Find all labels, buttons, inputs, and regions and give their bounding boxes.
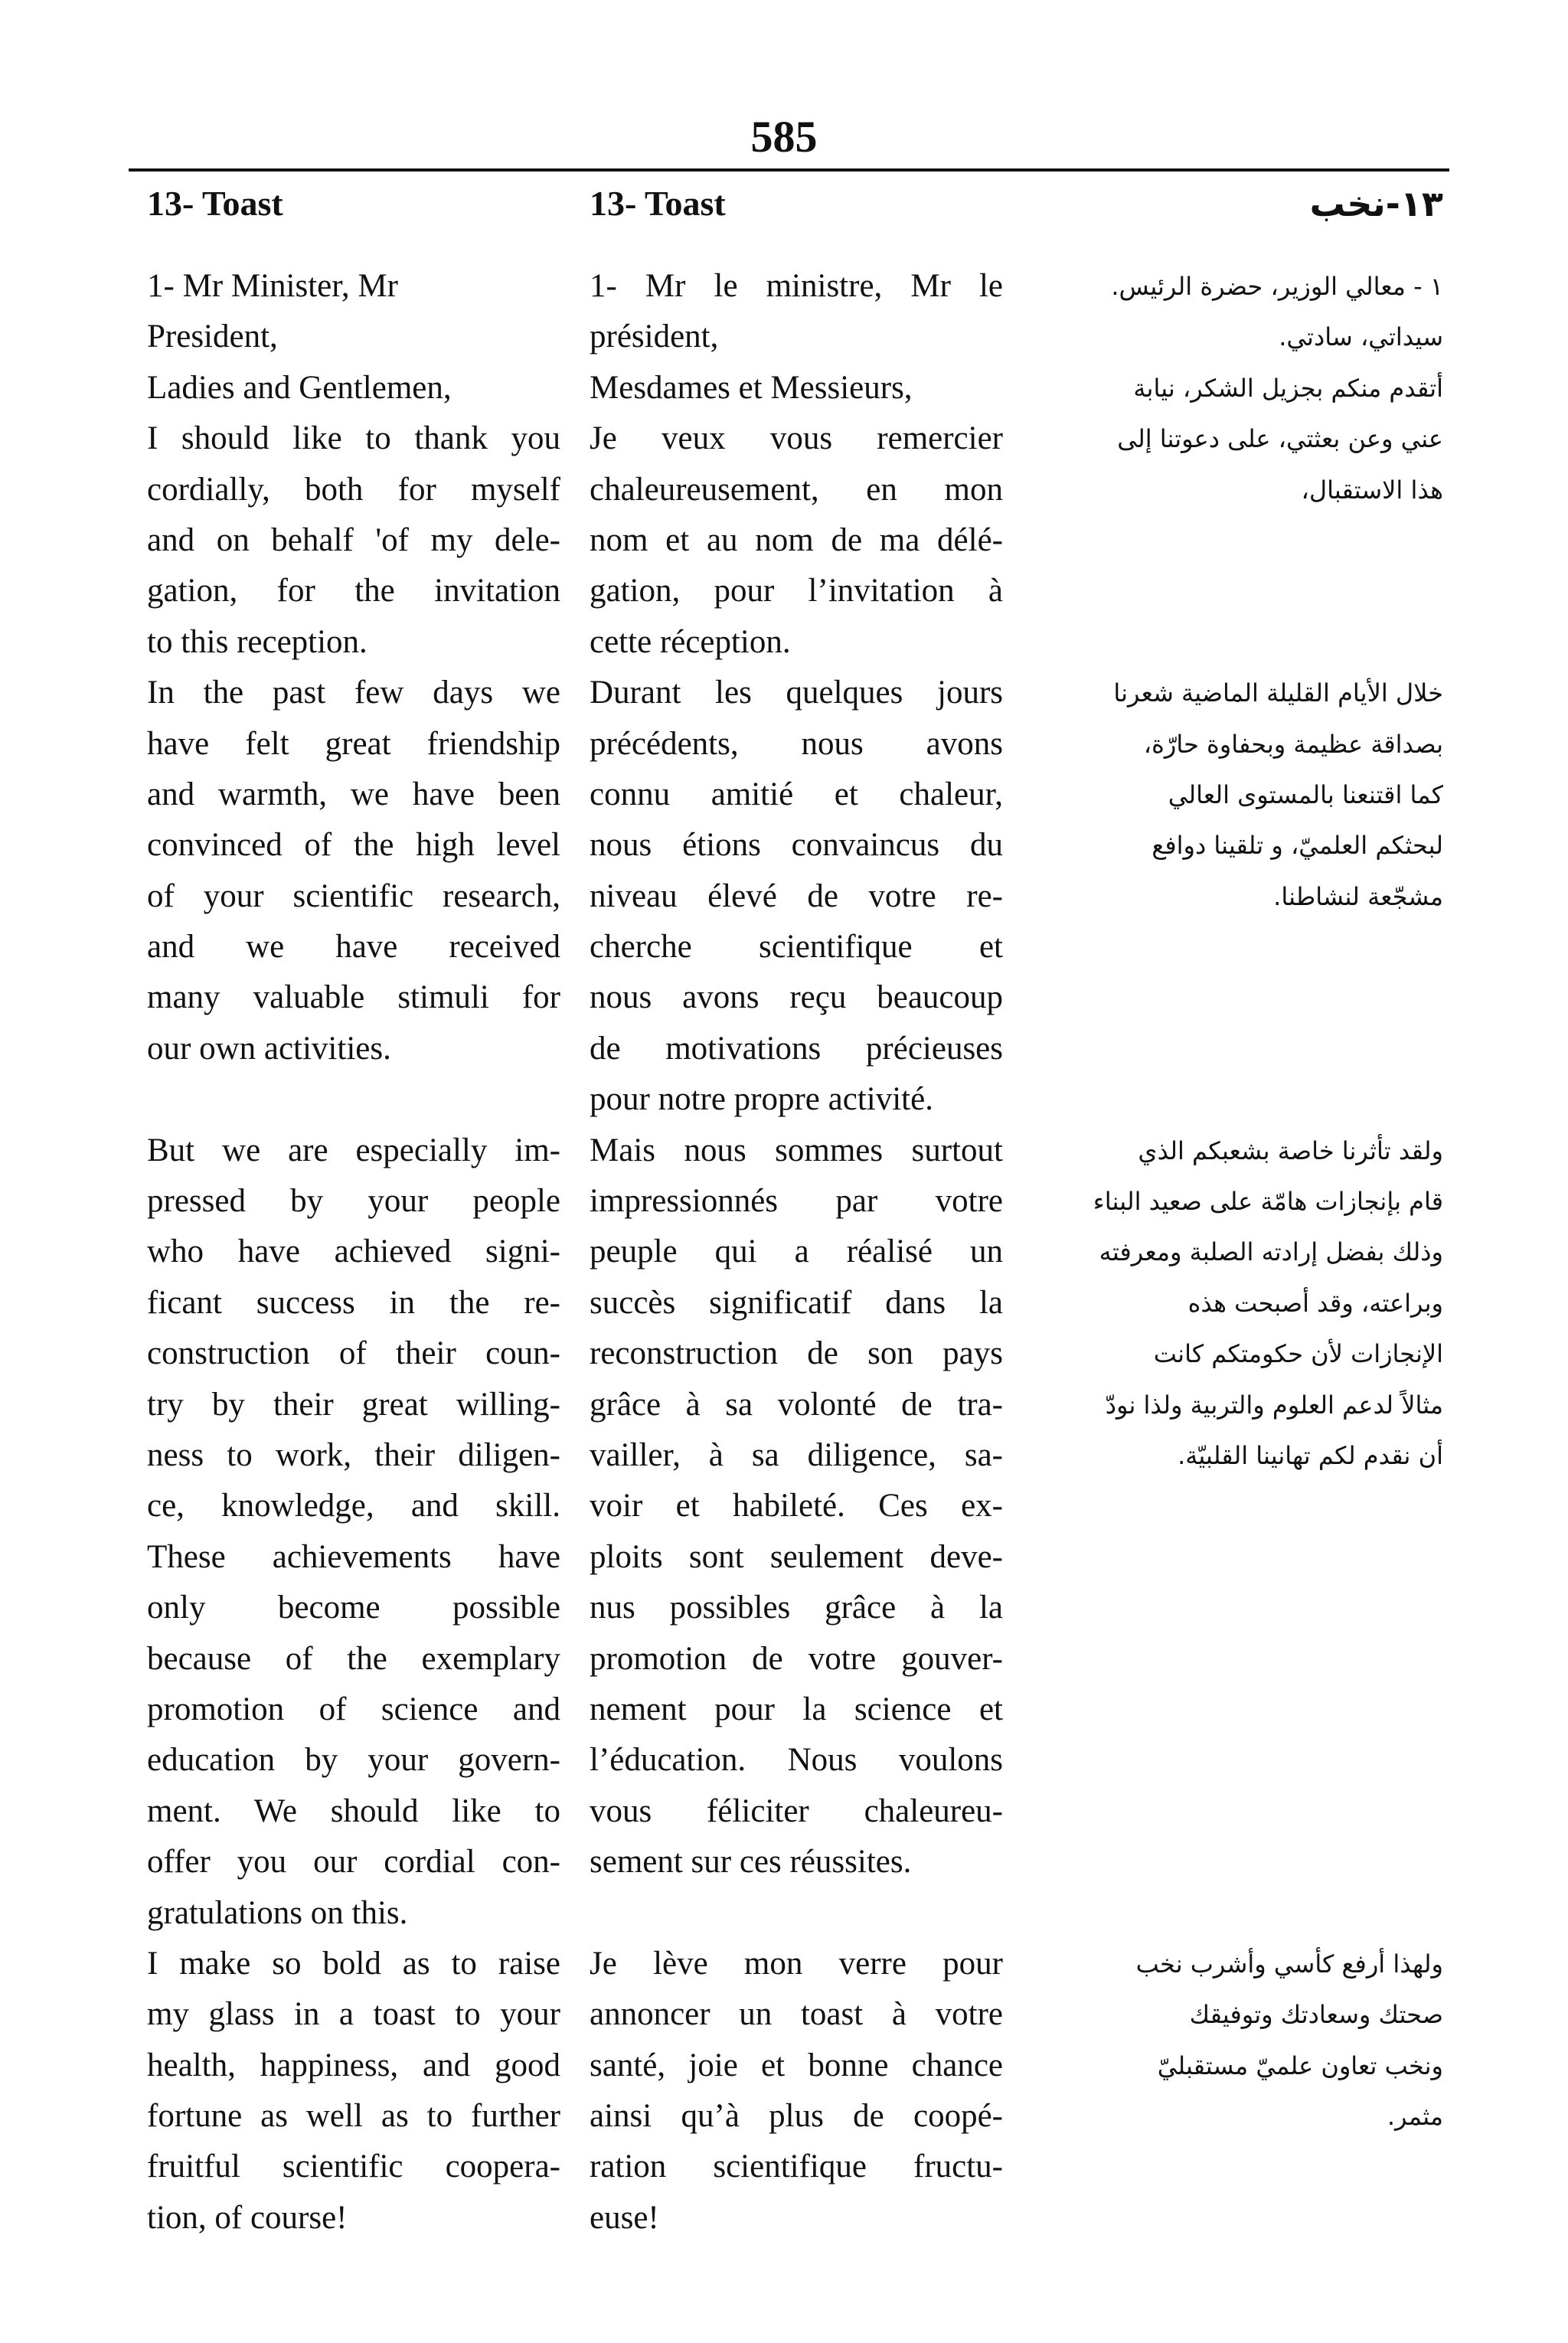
english-text-line: because of the exemplary (147, 1640, 560, 1677)
english-text-line: But we are especially im- (147, 1132, 560, 1168)
english-text-line: education by your govern- (147, 1742, 560, 1779)
french-text-line (590, 1888, 1003, 1939)
arabic-spacer (1026, 1685, 1443, 1735)
english-text-line: who have achieved signi- (147, 1234, 560, 1270)
arabic-spacer (1026, 1024, 1443, 1074)
french-text-line: Durant les quelques jours (590, 675, 1003, 711)
arabic-text-line: ونخب تعاون علميّ مستقبليّ (1157, 2051, 1443, 2080)
english-text-line (147, 1074, 560, 1125)
arabic-spacer (1026, 1735, 1443, 1786)
english-text-line: ness to work, their diligen- (147, 1436, 560, 1473)
english-text-line: gation, for the invitation (147, 573, 560, 609)
arabic-spacer (1026, 1786, 1443, 1837)
arabic-spacer (1026, 1074, 1443, 1125)
french-body (590, 261, 1003, 2243)
arabic-text-line: قام بإنجازات هامّة على صعيد البناء (1093, 1187, 1443, 1217)
english-text-line: These achievements have (147, 1538, 560, 1575)
english-text-line: construction of their coun- (147, 1335, 560, 1372)
arabic-spacer (1026, 1481, 1443, 1531)
arabic-spacer (1026, 1634, 1443, 1685)
french-text-line: impressionnés par votre (590, 1183, 1003, 1220)
english-text-line: many valuable stimuli for (147, 979, 560, 1016)
french-text-line: nement pour la science et (590, 1691, 1003, 1727)
english-text-line: promotion of science and (147, 1691, 560, 1727)
english-text-line: President, (147, 319, 278, 355)
english-text-line: I make so bold as to raise (147, 1945, 560, 1982)
english-text-line: pressed by your people (147, 1183, 560, 1220)
french-text-line: nus possibles grâce à la (590, 1590, 1003, 1626)
french-text-line: euse! (590, 2199, 659, 2236)
arabic-text-line: عني وعن بعثتي، على دعوتنا إلى (1117, 424, 1443, 454)
arabic-text-line: سيداتي، سادتي. (1279, 322, 1443, 352)
french-text-line: de motivations précieuses (590, 1030, 1003, 1067)
arabic-text-line: مثالاً لدعم العلوم والتربية ولذا نودّ (1105, 1390, 1443, 1420)
arabic-text-line: الإنجازات لأن حكومتكم كانت (1153, 1339, 1443, 1369)
french-text-line: ration scientifique fructu- (590, 2149, 1003, 2185)
english-text-line: try by their great willing- (147, 1386, 560, 1423)
arabic-spacer (1026, 617, 1443, 668)
french-text-line: nous étions convaincus du (590, 827, 1003, 864)
french-text-line: précédents, nous avons (590, 725, 1003, 762)
arabic-text-line: وبراعته، وقد أصبحت هذه (1187, 1288, 1443, 1318)
french-text-line: chaleureusement, en mon (590, 471, 1003, 508)
english-text-line: and on behalf 'of my dele- (147, 521, 560, 558)
arabic-text-line: خلال الأيام القليلة الماضية شعرنا (1113, 678, 1443, 708)
french-text-line: cherche scientifique et (590, 929, 1003, 966)
arabic-text-line: بصداقة عظيمة وبحفاوة حارّة، (1143, 729, 1443, 759)
english-text-line: gratulations on this. (147, 1894, 408, 1931)
french-text-line: Mais nous sommes surtout (590, 1132, 1003, 1168)
english-text-line: In the past few days we (147, 675, 560, 711)
french-text-line: voir et habileté. Ces ex- (590, 1488, 1003, 1524)
french-text-line: Mesdames et Messieurs, (590, 369, 913, 406)
arabic-text-line: ولقد تأثرنا خاصة بشعبكم الذي (1138, 1136, 1443, 1165)
english-text-line: tion, of course! (147, 2199, 348, 2236)
french-text-line: Je lève mon verre pour (590, 1945, 1003, 1982)
arabic-text-line: أتقدم منكم بجزيل الشكر، نيابة (1133, 373, 1443, 403)
english-column (147, 180, 560, 2243)
header-rule (129, 168, 1449, 172)
arabic-text-line: لبحثكم العلميّ، و تلقينا دوافع (1152, 831, 1443, 861)
french-text-line: peuple qui a réalisé un (590, 1234, 1003, 1270)
arabic-text-line: وذلك بفضل إرادته الصلبة ومعرفته (1099, 1237, 1443, 1267)
french-text-line: 1- Mr le ministre, Mr le (590, 268, 1003, 304)
arabic-spacer (1026, 1532, 1443, 1583)
french-heading: 13- Toast (590, 184, 726, 223)
english-text-line: and we have received (147, 929, 560, 966)
english-text-line: ment. We should like to (147, 1792, 560, 1829)
english-heading: 13- Toast (147, 184, 283, 223)
english-text-line: fruitful scientific coopera- (147, 2149, 560, 2185)
french-text-line: vailler, à sa diligence, sa- (590, 1436, 1003, 1473)
english-text-line: to this reception. (147, 623, 368, 660)
english-text-line: ficant success in the re- (147, 1284, 560, 1321)
english-text-line: I should like to thank you (147, 420, 560, 457)
french-column (590, 180, 1003, 2243)
arabic-spacer (1026, 922, 1443, 972)
arabic-spacer (1026, 1583, 1443, 1633)
english-text-line: our own activities. (147, 1030, 391, 1067)
french-text-line: vous féliciter chaleureu- (590, 1792, 1003, 1829)
arabic-spacer (1026, 1888, 1443, 1939)
english-text-line: have felt great friendship (147, 725, 560, 762)
french-text-line: nom et au nom de ma délé- (590, 521, 1003, 558)
french-text-line: reconstruction de son pays (590, 1335, 1003, 1372)
english-text-line: health, happiness, and good (147, 2047, 560, 2083)
arabic-spacer (1026, 1837, 1443, 1887)
english-text-line: my glass in a toast to your (147, 1996, 560, 2033)
arabic-spacer (1026, 566, 1443, 616)
french-text-line: ainsi qu’à plus de coopé- (590, 2098, 1003, 2135)
french-text-line: président, (590, 319, 719, 355)
english-text-line: ce, knowledge, and skill. (147, 1488, 560, 1524)
arabic-spacer (1026, 972, 1443, 1023)
french-text-line: nous avons reçu beaucoup (590, 979, 1003, 1016)
french-text-line: connu amitié et chaleur, (590, 776, 1003, 812)
arabic-text-line: صحتك وسعادتك وتوفيقك (1189, 2000, 1443, 2030)
english-body (147, 261, 560, 2243)
french-text-line: annoncer un toast à votre (590, 1996, 1003, 2033)
arabic-body (1026, 261, 1443, 2142)
french-text-line: sement sur ces réussites. (590, 1844, 912, 1881)
arabic-heading: ١٣-نخب (1309, 183, 1443, 224)
french-text-line: promotion de votre gouver- (590, 1640, 1003, 1677)
arabic-text-line: هذا الاستقبال، (1301, 475, 1443, 505)
english-text-line: convinced of the high level (147, 827, 560, 864)
english-text-line: 1- Mr Minister, Mr (147, 268, 398, 304)
french-text-line: l’éducation. Nous voulons (590, 1742, 1003, 1779)
arabic-text-line: أن نقدم لكم تهانينا القلبيّة. (1178, 1440, 1443, 1470)
english-text-line: of your scientific research, (147, 877, 560, 914)
arabic-text-line: ١ - معالي الوزير، حضرة الرئيس. (1111, 272, 1443, 301)
french-text-line: santé, joie et bonne chance (590, 2047, 1003, 2083)
english-text-line: only become possible (147, 1590, 560, 1626)
page-number: 585 (750, 112, 818, 162)
arabic-text-line: مثمر. (1387, 2102, 1443, 2132)
english-text-line: and warmth, we have been (147, 776, 560, 812)
french-text-line: gation, pour l’invitation à (590, 573, 1003, 609)
french-text-line: Je veux vous remercier (590, 420, 1003, 457)
french-text-line: succès significatif dans la (590, 1284, 1003, 1321)
french-text-line: ploits sont seulement deve- (590, 1538, 1003, 1575)
english-text-line: offer you our cordial con- (147, 1844, 560, 1881)
english-text-line: Ladies and Gentlemen, (147, 369, 452, 406)
english-text-line: fortune as well as to further (147, 2098, 560, 2135)
arabic-text-line: ولهذا أرفع كأسي وأشرب نخب (1135, 1949, 1443, 1979)
arabic-column (1026, 180, 1443, 2142)
arabic-text-line: مشجّعة لنشاطنا. (1273, 881, 1443, 911)
french-text-line: niveau élevé de votre re- (590, 877, 1003, 914)
french-text-line: cette réception. (590, 623, 791, 660)
french-text-line: grâce à sa volonté de tra- (590, 1386, 1003, 1423)
arabic-text-line: كما اقتنعنا بالمستوى العالي (1168, 779, 1443, 809)
arabic-spacer (1026, 515, 1443, 566)
english-text-line: cordially, both for myself (147, 471, 560, 508)
french-text-line: pour notre propre activité. (590, 1081, 933, 1118)
